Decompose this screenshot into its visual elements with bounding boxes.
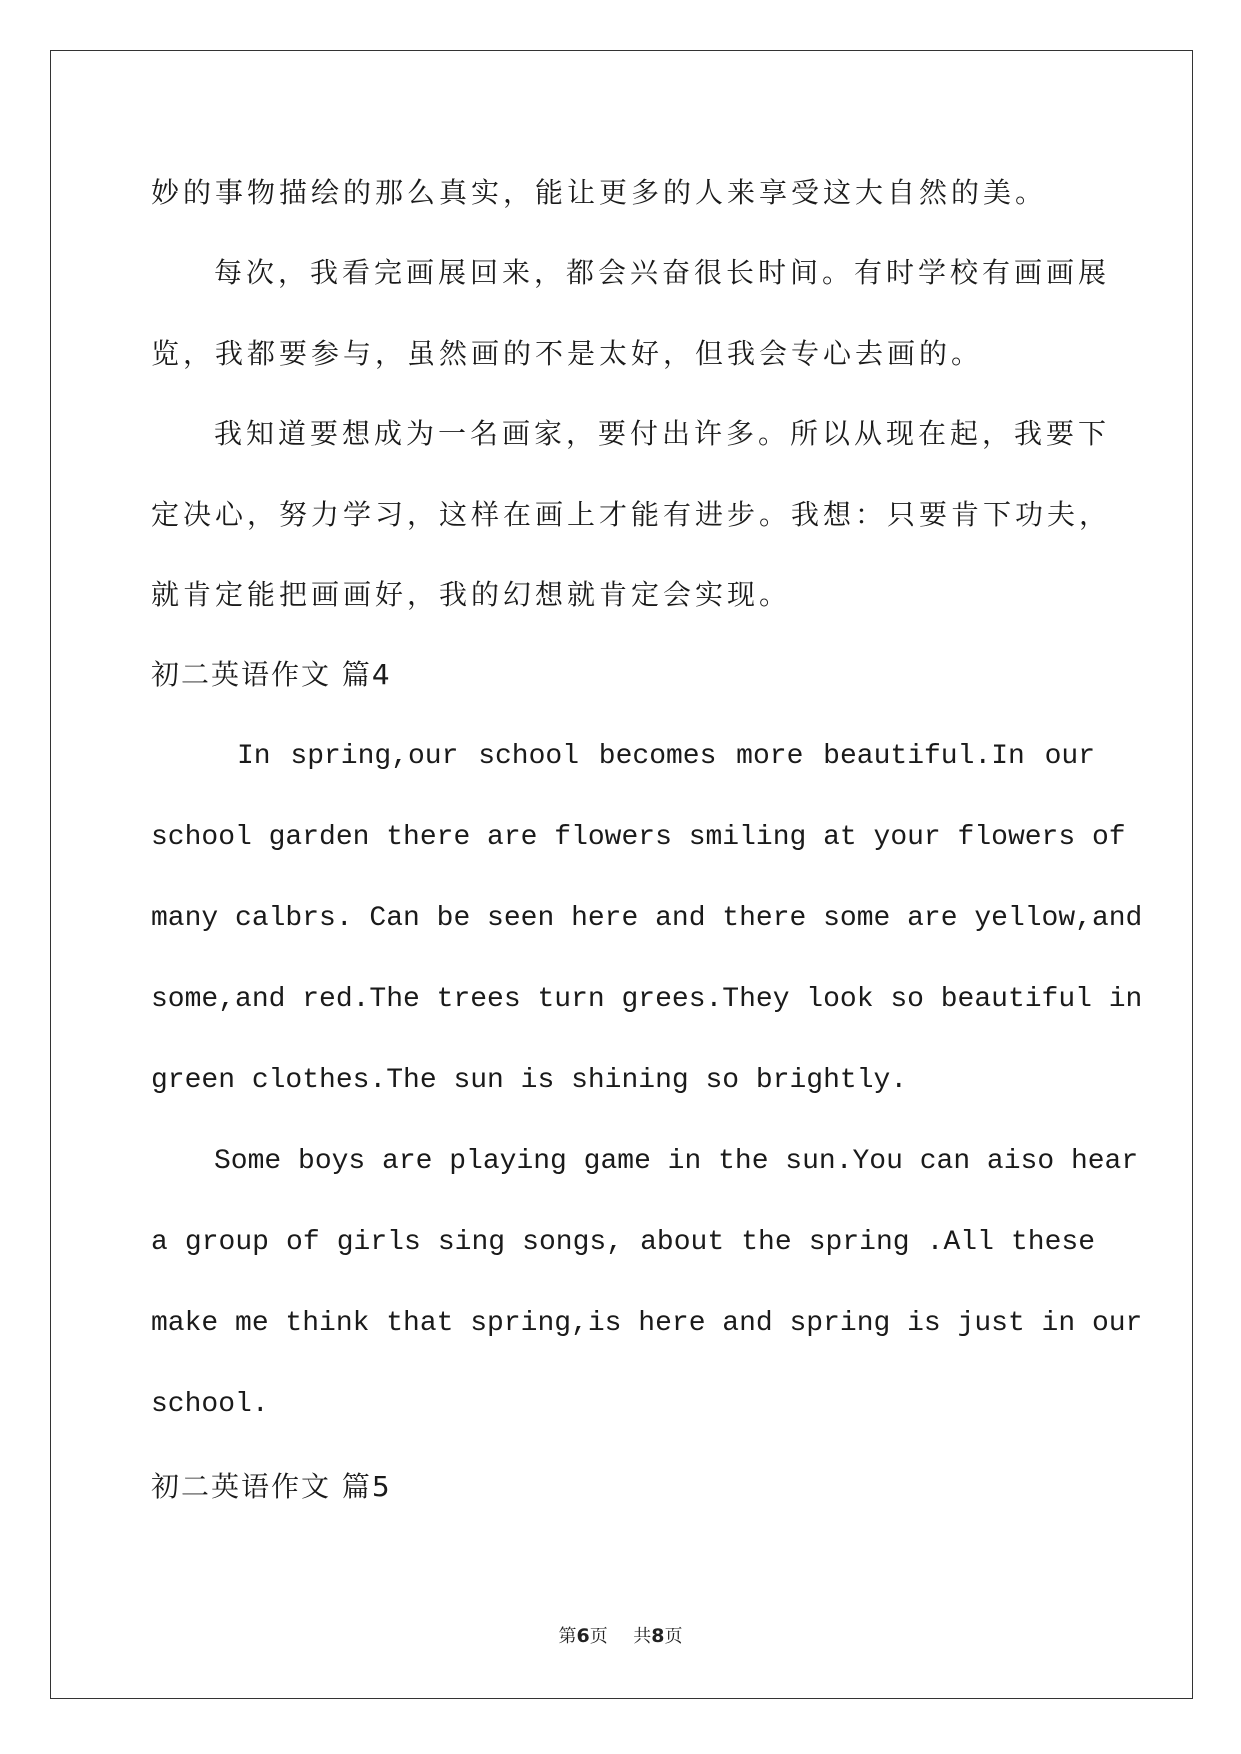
- paragraph-line: 妙的事物描绘的那么真实，能让更多的人来享受这大自然的美。: [151, 176, 1048, 209]
- footer-total-suffix: 页: [664, 1626, 683, 1647]
- paragraph-line: 就肯定能把画画好，我的幻想就肯定会实现。: [151, 578, 792, 611]
- paragraph-line: some,and red.The trees turn grees.They look so beautiful in: [151, 984, 1143, 1015]
- footer-prefix: 第: [558, 1626, 577, 1647]
- paragraph-line: school.: [151, 1389, 269, 1420]
- paragraph-line: green clothes.The sun is shining so brightly.: [151, 1065, 908, 1096]
- paragraph-line: 定决心，努力学习，这样在画上才能有进步。我想：只要肯下功夫，: [151, 498, 1112, 531]
- footer-total-prefix: 共: [633, 1626, 652, 1647]
- section-heading: 初二英语作文 篇4: [151, 658, 392, 691]
- paragraph-line: Some boys are playing game in the sun.You can aiso hear: [214, 1146, 1139, 1177]
- paragraph-line: school garden there are flowers smiling at your flowers of: [151, 822, 1126, 853]
- total-page-number: 8: [651, 1625, 665, 1647]
- footer-page-word: 页: [589, 1626, 608, 1647]
- paragraph-line: make me think that spring,is here and spring is just in our: [151, 1308, 1143, 1339]
- paragraph-line: In spring,our school becomes more beautiful.In our: [237, 741, 1095, 772]
- section-heading: 初二英语作文 篇5: [151, 1470, 392, 1503]
- current-page-number: 6: [576, 1625, 590, 1647]
- page-footer: [0, 1622, 1241, 1648]
- paragraph-line: 览，我都要参与，虽然画的不是太好，但我会专心去画的。: [151, 337, 984, 370]
- page-border: [50, 50, 1193, 1699]
- paragraph-line: 我知道要想成为一名画家，要付出许多。所以从现在起，我要下: [214, 417, 1111, 450]
- paragraph-line: a group of girls sing songs, about the spring .All these: [151, 1227, 1095, 1258]
- paragraph-line: many calbrs. Can be seen here and there some are yellow,and: [151, 903, 1143, 934]
- paragraph-line: 每次，我看完画展回来，都会兴奋很长时间。有时学校有画画展: [214, 256, 1111, 289]
